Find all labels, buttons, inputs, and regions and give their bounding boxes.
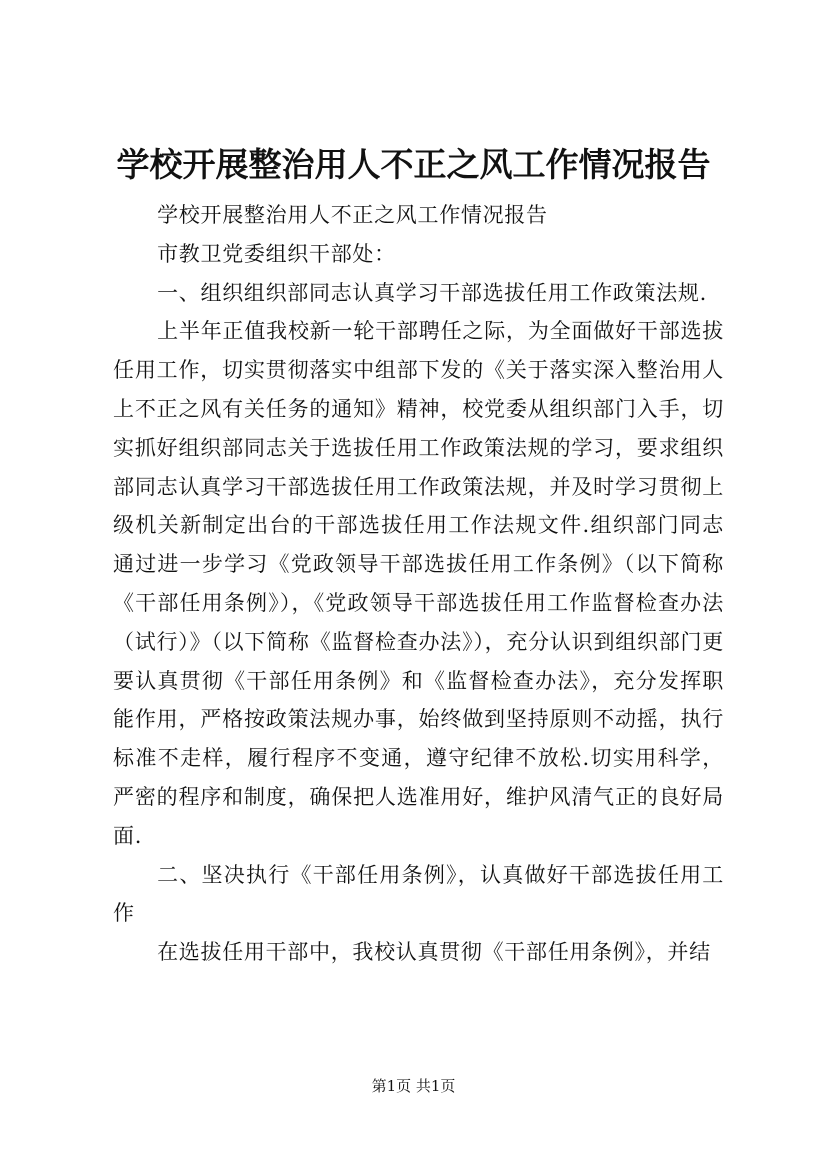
paragraph-section-1-heading: 一、组织组织部同志认真学习干部选拔任用工作政策法规.	[157, 280, 707, 305]
paragraph-section-1-body: 上半年正值我校新一轮干部聘任之际，为全面做好干部选拔任用工作，切实贯彻落实中组部下发的《关于落实深入整治用人上不正之风有关任务的通知》精神，校党委从组织部门入手，切实抓好组织部同志关于选拔任用工作政策法规的学习，要求组织部同志认真学习干部选拔任用工作政策法规，并及时学习贯彻上级机关新制定出台的干部选拔任用工作法规文件.组织部门同志通过进一步学习《党政领导干部选拔任用工作条例》（以下简称《干部任用条例》），《党政领导干部选拔任用工作监督检查办法（试行）》（以下简称《监督检查办法》），充分认识到组织部门更要认真贯彻《干部任用条例》和《监督检查办法》，充分发挥职能作用，严格按政策法规办事，始终做到坚持原则不动摇，执行标准不走样，履行程序不变通，遵守纪律不放松.切实用科学，严密的程序和制度，确保把人选准用好，维护风清气正的良好局面.	[113, 319, 724, 848]
paragraph-subtitle: 学校开展整治用人不正之风工作情况报告	[157, 203, 548, 227]
document-title: 学校开展整治用人不正之风工作情况报告	[116, 145, 711, 184]
document-body	[113, 196, 724, 972]
paragraph-section-2-heading: 二、坚决执行《干部任用条例》，认真做好干部选拔任用工作	[113, 862, 724, 926]
paragraph-addressee: 市教卫党委组织干部处：	[157, 241, 396, 266]
paragraph-section-2-body: 在选拔任用干部中，我校认真贯彻《干部任用条例》，并结	[157, 940, 711, 965]
page-number-footer: 第1页 共1页	[371, 1077, 456, 1095]
